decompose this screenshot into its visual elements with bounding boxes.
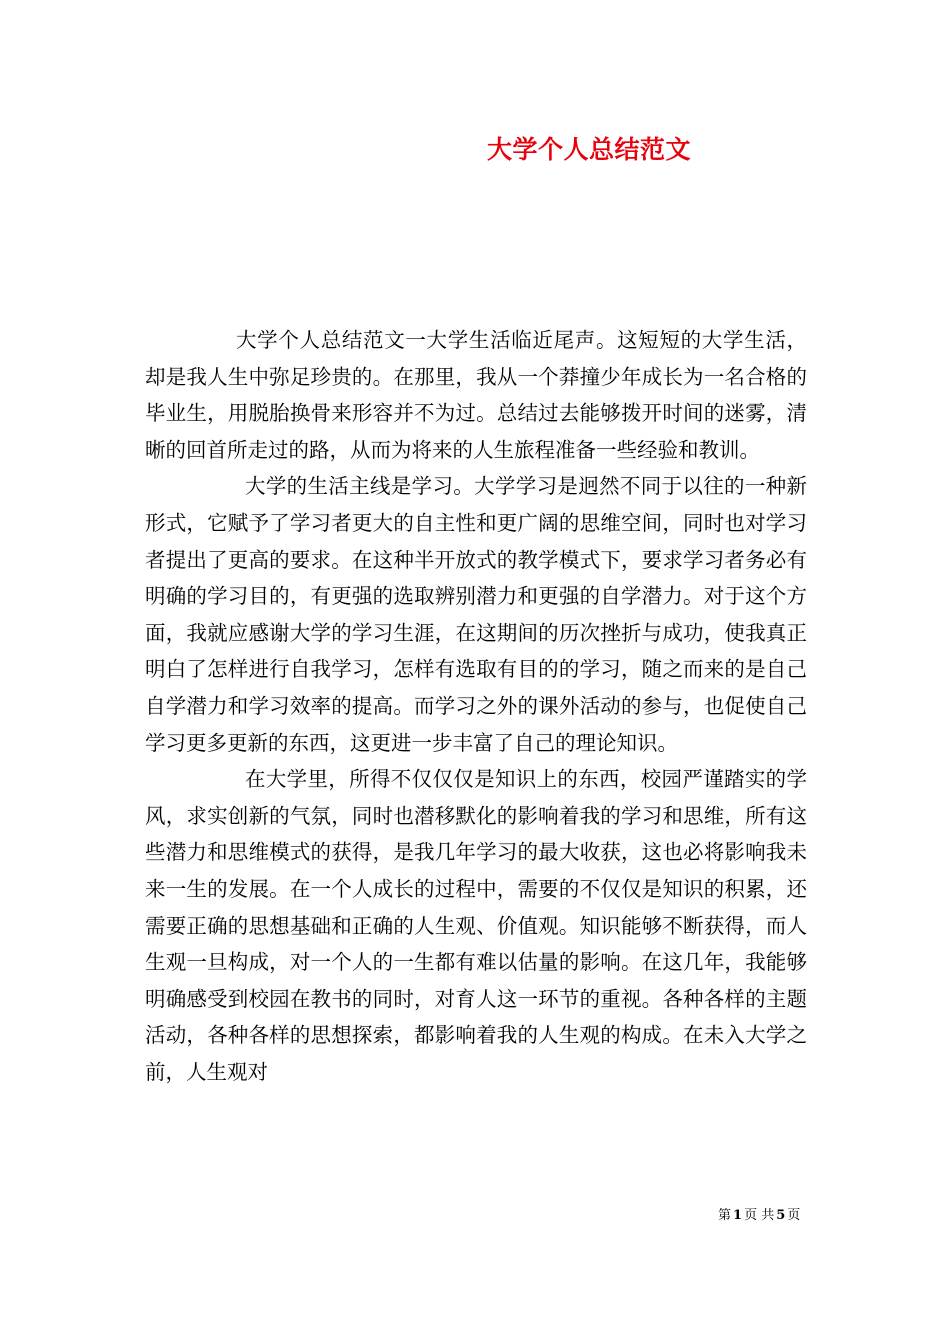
paragraph-2: 大学的生活主线是学习。大学学习是迥然不同于以往的一种新形式，它赋予了学习者更大的自主性和更广阔的思维空间，同时也对学习者提出了更高的要求。在这种半开放式的教学模式下，要求学习者务必有明确的学习目的，有更强的选取辨别潜力和更强的自学潜力。对于这个方面，我就应感谢大学的学习生涯，在这期间的历次挫折与成功，使我真正明白了怎样进行自我学习，怎样有选取有目的的学习，随之而来的是自己自学潜力和学习效率的提高。而学习之外的课外活动的参与，也促使自己学习更多更新的东西，这更进一步丰富了自己的理论知识。 xyxy=(145,474,807,755)
document-title: 大学个人总结范文 xyxy=(487,135,692,164)
footer-total-pages: 5 xyxy=(776,1208,786,1223)
footer-middle: 页 共 xyxy=(744,1208,775,1223)
paragraph-3: 在大学里，所得不仅仅仅是知识上的东西，校园严谨踏实的学风，求实创新的气氛，同时也潜移默化的影响着我的学习和思维，所有这些潜力和思维模式的获得，是我几年学习的最大收获，这也必将影响我未来一生的发展。在一个人成长的过程中，需要的不仅仅是知识的积累，还需要正确的思想基础和正确的人生观、价值观。知识能够不断获得，而人生观一旦构成，对一个人的一生都有难以估量的影响。在这几年，我能够明确感受到校园在教书的同时，对育人这一环节的重视。各种各样的主题活动，各种各样的思想探索，都影响着我的人生观的构成。在未入大学之前，人生观对 xyxy=(145,767,807,1084)
footer-prefix: 第 xyxy=(718,1208,732,1223)
footer-suffix: 页 xyxy=(787,1208,801,1223)
footer-current-page: 1 xyxy=(733,1208,743,1223)
document-body xyxy=(145,322,807,1090)
paragraph-1: 大学个人总结范文一大学生活临近尾声。这短短的大学生活，却是我人生中弥足珍贵的。在那里，我从一个莽撞少年成长为一名合格的毕业生，用脱胎换骨来形容并不为过。总结过去能够拨开时间的迷雾，清晰的回首所走过的路，从而为将来的人生旅程准备一些经验和教训。 xyxy=(145,328,807,462)
page-number-footer xyxy=(718,1204,800,1223)
